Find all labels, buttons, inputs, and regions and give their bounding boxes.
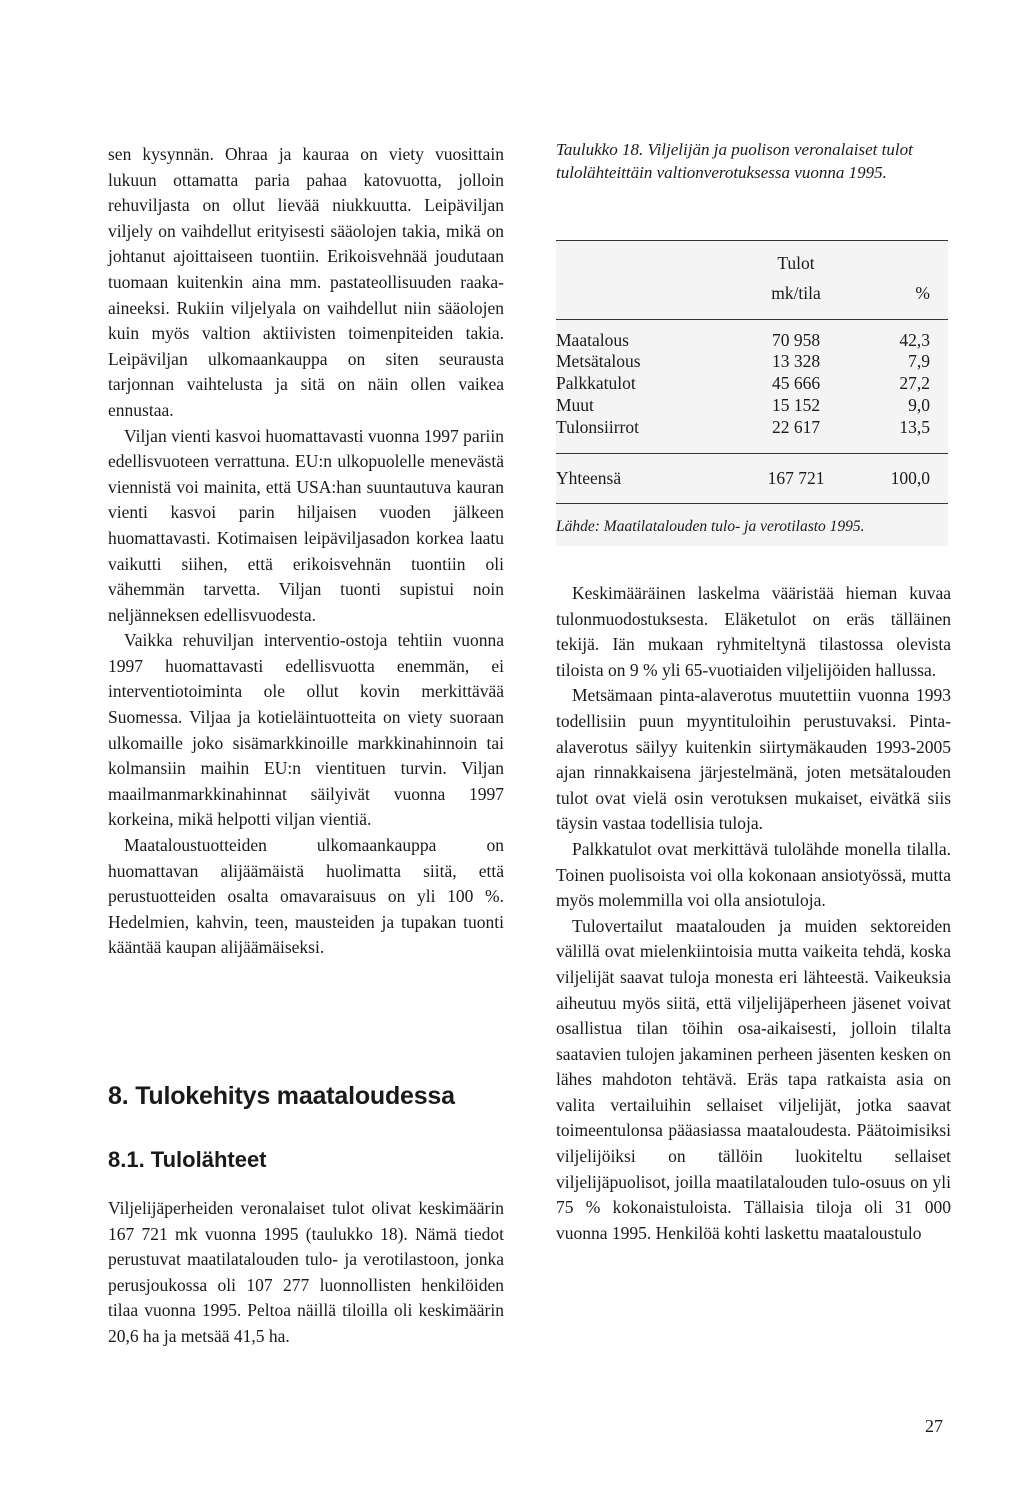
- row-label: Muut: [556, 394, 594, 415]
- table-header-row: [556, 283, 948, 305]
- table-row: [556, 395, 948, 417]
- row-value: 15 152: [771, 394, 821, 415]
- table-source: Lähde: Maatilatalouden tulo- ja verotilasto 1995.: [556, 518, 865, 536]
- row-label: Palkkatulot: [556, 373, 636, 394]
- income-table: [556, 240, 948, 546]
- body-paragraph: Palkkatulot ovat merkittävä tulolähde monella tilalla. Toinen puolisoista voi olla kokonaan ansiotyössä, mutta myös molemmilla voi olla ansiotuloja.: [556, 838, 951, 911]
- row-percent: 13,5: [899, 416, 930, 437]
- table-row: [556, 373, 948, 395]
- row-label: Maatalous: [556, 329, 629, 350]
- body-paragraph: Metsämaan pinta-alaverotus muutettiin vuonna 1993 todellisiin puun myyntituloihin perustuvaksi. Pinta-alaverotus säilyy kuitenkin siirtymäkauden 1993-2005 ajan rinnakkaisena järjestelmänä, joten metsätalouden tulot ovat vielä osin verotuksen mukaiset, eivätkä siis täysin vastaa todellisia tuloja.: [556, 685, 951, 834]
- intro-paragraph: Viljelijäperheiden veronalaiset tulot olivat keskimäärin 167 721 mk vuonna 1995 (taulukko 18). Nämä tiedot perustuvat maatilatalouden tulo- ja verotilastoon, jonka perusjoukossa oli 107 277 luonnollisten henkilöiden tilaa vuonna 1995. Peltoa näillä tiloilla oli keskimäärin 20,6 ha ja metsää 41,5 ha.: [108, 1198, 504, 1346]
- page-number: 27: [925, 1416, 943, 1436]
- row-value: 45 666: [771, 373, 821, 394]
- row-value: 13 328: [771, 351, 821, 372]
- row-percent: 27,2: [899, 373, 930, 394]
- row-value: 22 617: [771, 416, 821, 437]
- body-paragraph: Tulovertailut maatalouden ja muiden sektoreiden välillä ovat mielenkiintoisia mutta vaikeita tehdä, koska viljelijät saavat tuloja monesta eri lähteestä. Vaikeuksia aiheutuu myös siitä, että viljelijäperheen jäsenet voivat osallistua tilan töihin osa-aikaisesti, jolloin tilalta saatavien tulojen jakaminen perheen jäsenten kesken on lähes mahdoton tehtävä. Eräs tapa ratkaista asia on valita vertailuihin sellaiset viljelijät, jotka saavat toimeentulonsa pääasiassa maataloudesta. Päätoimisiksi viljelijöiksi on tällöin luokiteltu sellaiset viljelijäpuolisot, joilla maatilatalouden tulo-osuus on yli 75 % kokonaistuloista. Tällaisia tiloja oli 31 000 vuonna 1995. Henkilöä kohti laskettu maataloustulo: [556, 915, 951, 1243]
- table-total-row: [556, 454, 948, 504]
- total-label: Yhteensä: [556, 467, 622, 488]
- table-row: [556, 417, 948, 439]
- body-paragraph: Viljan vienti kasvoi huomattavasti vuonna 1997 pariin edellisvuoteen verrattuna. EU:n ulkopuolelle menevästä viennistä voi mainita, että USA:han suuntautuva kauran vienti kasvoi parin hiljaisen vuoden jälkeen huomattavasti. Kotimaisen leipäviljasadon korkea laatu vaikutti siihen, että erikoisvehnän tuontiin oli vähemmän tarvetta. Viljan tuonti supistui noin neljänneksen edellisvuodesta.: [108, 425, 504, 625]
- body-paragraph: Keskimääräinen laskelma vääristää hieman kuvaa tulonmuodostuksesta. Eläketulot on eräs tälläinen tekijä. Iän mukaan ryhmiteltynä tilastossa olevista tiloista on 9 % yli 65-vuotiaiden viljelijöiden hallussa.: [556, 583, 951, 680]
- table-body: [556, 320, 948, 453]
- row-label: Metsätalous: [556, 351, 641, 372]
- row-percent: 42,3: [899, 329, 930, 350]
- table-caption: Taulukko 18. Viljelijän ja puolison veronalaiset tulot tulolähteittäin valtionverotuksessa vuonna 1995.: [556, 140, 913, 182]
- table-row: [556, 330, 948, 352]
- table-row: [556, 351, 948, 373]
- row-percent: 7,9: [908, 351, 930, 372]
- body-paragraph: Maataloustuotteiden ulkomaankauppa on huomattavan alijäämäistä huolimatta siitä, että perustuotteiden osalta omavaraisuus on yli 100 %. Hedelmien, kahvin, teen, mausteiden ja tupakan tuonti kääntää kaupan alijäämäiseksi.: [108, 835, 504, 958]
- row-percent: 9,0: [908, 394, 930, 415]
- row-value: 70 958: [771, 329, 821, 350]
- subsection-heading: 8.1. Tulolähteet: [108, 1147, 267, 1172]
- total-percent: 100,0: [890, 467, 930, 488]
- body-paragraph: Vaikka rehuviljan interventio-ostoja tehtiin vuonna 1997 huomattavasti edellisvuotta enemmän, ei interventiotoiminta ole ollut kovin merkittävää Suomessa. Viljaa ja kotieläintuotteita on viety suoraan ulkomaille joko sisämarkkinoille markkinahinnoin tai kolmansiin maihin EU:n vientituen turvin. Viljan maailmanmarkkinahinnat säilyivät vuonna 1997 korkeina, mikä helpotti viljan vientiä.: [108, 630, 504, 830]
- total-value: 167 721: [767, 467, 825, 488]
- section-heading: 8. Tulokehitys maataloudessa: [108, 1082, 455, 1110]
- header-percent: %: [915, 282, 930, 303]
- right-column: [556, 581, 951, 1246]
- row-label: Tulonsiirrot: [556, 416, 639, 437]
- body-paragraph: sen kysynnän. Ohraa ja kauraa on viety vuosittain lukuun ottamatta paria pahaa katovuotta, jolloin rehuviljasta on ollut lievää niukkuutta. Leipäviljan viljely on vaihdellut erityisesti sääolojen takia, mikä on johtanut ajoittaiseen tuontiin. Erikoisvehnää joudutaan tuomaan kuitenkin aina mm. pastateollisuuden raaka-aineeksi. Rukiin viljelyala on vaihdellut niin sääolojen kuin myös valtion aktiivisten toimenpiteiden takia. Leipäviljan ulkomaankauppa on siten seurausta tarjonnan vaihtelusta ja sitä on näin ollen vaikea ennustaa.: [108, 144, 504, 420]
- header-unit: mk/tila: [771, 282, 821, 303]
- header-tulot: Tulot: [777, 253, 815, 273]
- table-header-row: [556, 241, 948, 275]
- left-column: [108, 142, 504, 961]
